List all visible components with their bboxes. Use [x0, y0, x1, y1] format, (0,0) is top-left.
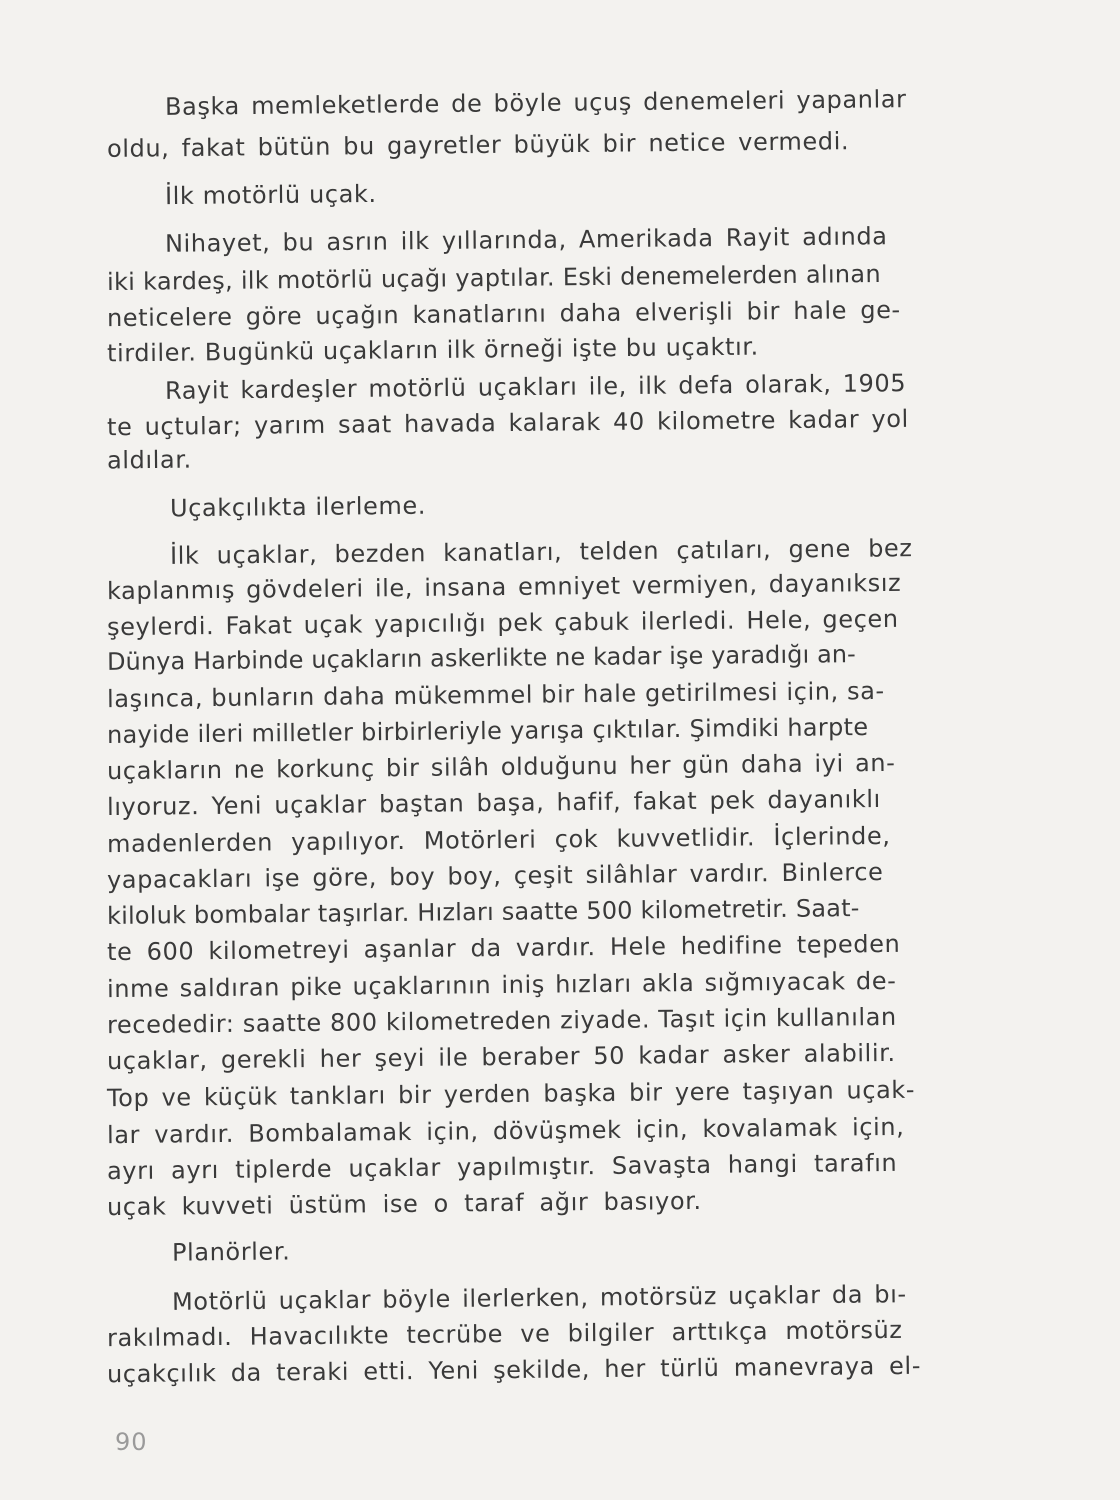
- text-line: Top ve küçük tankları bir yerden başka bir yere taşıyan uçak-: [106, 1075, 916, 1113]
- text-line: Rayit kardeşler motörlü uçakları ile, ilk defa olarak, 1905: [164, 369, 907, 405]
- text-line: neticelere göre uçağın kanatlarını daha elverişli bir hale ge-: [106, 295, 901, 333]
- section-heading: İlk motörlü uçak.: [164, 179, 377, 211]
- text-line: inme saldıran pike uçaklarının iniş hızları akla sığmıyacak de-: [106, 966, 897, 1004]
- text-line: kiloluk bombalar taşırlar. Hızları saatte 500 kilometretir. Saat-: [106, 894, 860, 930]
- text-line: yapacakları işe göre, boy boy, çeşit silâhlar vardır. Binlerce: [106, 857, 884, 895]
- text-line: rakılmadı. Havacılıkte tecrübe ve bilgiler arttıkça motörsüz: [106, 1315, 903, 1353]
- text-line: te uçtular; yarım saat havada kalarak 40 kilometre kadar yol: [106, 404, 909, 442]
- text-line: şeylerdi. Fakat uçak yapıcılığı pek çabuk ilerledi. Hele, geçen: [106, 604, 899, 642]
- text-line: lıyoruz. Yeni uçaklar baştan başa, hafif, fakat pek dayanıklı: [106, 784, 881, 822]
- section-heading: Uçakçılıkta ilerleme.: [169, 491, 427, 523]
- text-line: madenlerden yapılıyor. Motörleri çok kuvvetlidir. İçlerinde,: [106, 821, 891, 859]
- text-line: aldılar.: [106, 445, 192, 475]
- text-line: iki kardeş, ilk motörlü uçağı yaptılar. Eski denemelerden alınan: [106, 259, 882, 297]
- text-line: uçakçılık da teraki etti. Yeni şekilde, her türlü manevraya el-: [106, 1351, 922, 1389]
- text-line: uçak kuvveti üstüm ise o taraf ağır basıyor.: [106, 1186, 702, 1222]
- text-line: ayrı ayrı tiplerde uçaklar yapılmıştır. Savaşta hangi tarafın: [106, 1148, 898, 1186]
- page-number: 90: [115, 1428, 148, 1456]
- text-line: lar vardır. Bombalamak için, dövüşmek için, kovalamak için,: [106, 1112, 905, 1150]
- text-line: uçaklar, gerekli her şeyi ile beraber 50 kadar asker alabilir.: [106, 1038, 896, 1076]
- text-line: Motörlü uçaklar böyle ilerlerken, motörsüz uçaklar da bı-: [171, 1280, 907, 1316]
- text-line: kaplanmış gövdeleri ile, insana emniyet vermiyen, dayanıksız: [106, 568, 902, 606]
- text-line: te 600 kilometreyi aşanlar da vardır. Hele hedifine tepeden: [106, 929, 901, 967]
- text-line: Başka memleketlerde de böyle uçuş denemeleri yapanlar: [164, 85, 907, 121]
- text-line: Nihayet, bu asrın ilk yıllarında, Amerikada Rayit adında: [164, 222, 888, 258]
- text-line: İlk uçaklar, bezden kanatları, telden çatıları, gene bez: [169, 534, 913, 570]
- text-line: tirdiler. Bugünkü uçakların ilk örneği işte bu uçaktır.: [106, 332, 759, 368]
- text-line: laşınca, bunların daha mükemmel bir hale getirilmesi için, sa-: [106, 676, 885, 714]
- text-line: uçakların ne korkunç bir silâh olduğunu her gün daha iyi an-: [106, 748, 896, 786]
- text-line: nayide ileri milletler birbirleriyle yarışa çıktılar. Şimdiki harpte: [106, 713, 869, 749]
- section-heading: Planörler.: [171, 1237, 291, 1267]
- text-line: Dünya Harbinde uçakların askerlikte ne kadar işe yaradığı an-: [106, 640, 857, 676]
- text-line: recededir: saatte 800 kilometreden ziyade. Taşıt için kullanılan: [106, 1002, 897, 1040]
- text-line: oldu, fakat bütün bu gayretler büyük bir netice vermedi.: [106, 127, 850, 163]
